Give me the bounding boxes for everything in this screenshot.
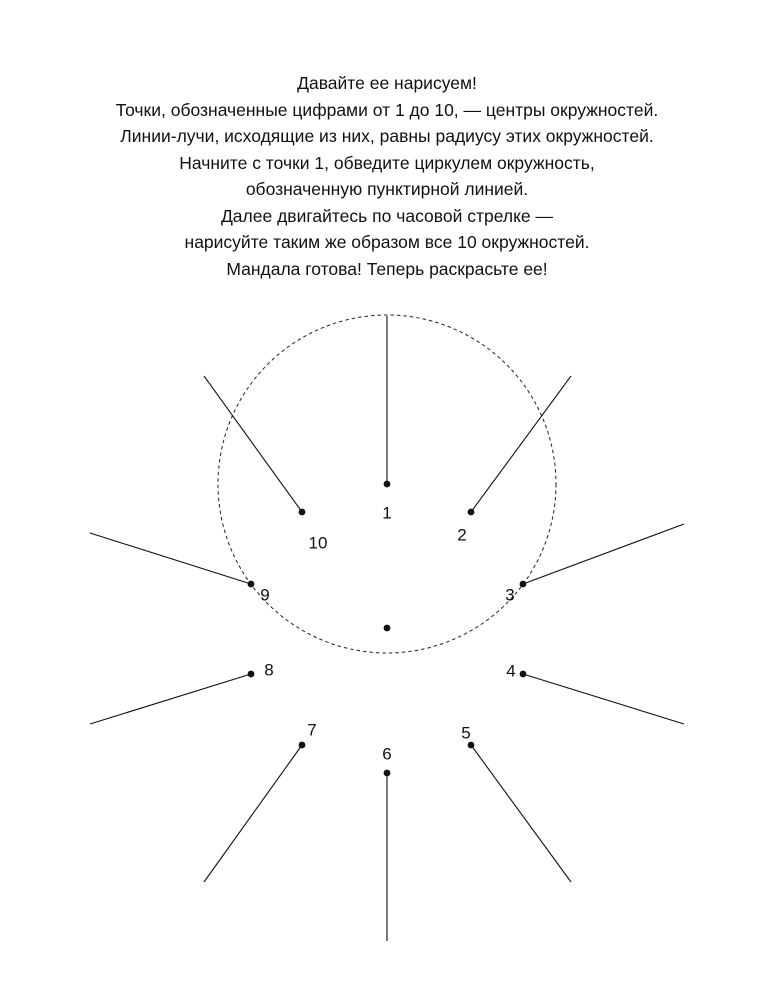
instruction-line: Линии-лучи, исходящие из них, равны радиусу этих окружностей. xyxy=(120,126,654,146)
center-point-10 xyxy=(299,509,306,516)
instruction-line: Начните с точки 1, обведите циркулем окружность, xyxy=(179,152,595,173)
instruction-line: нарисуйте таким же образом все 10 окружностей. xyxy=(184,232,590,252)
center-point-9 xyxy=(248,581,255,588)
instruction-line: обозначенную пунктирной линией. xyxy=(245,179,529,199)
point-label-3: 3 xyxy=(505,585,515,605)
point-label-7: 7 xyxy=(307,720,317,740)
point-label-1: 1 xyxy=(382,503,392,523)
center-point-6 xyxy=(384,770,391,777)
ray-line-8 xyxy=(90,674,251,724)
center-point-5 xyxy=(468,742,475,749)
center-point-1 xyxy=(384,481,391,488)
instruction-line: Далее двигайтесь по часовой стрелке — xyxy=(220,205,554,226)
point-label-5: 5 xyxy=(461,723,471,743)
instruction-line: Точки, обозначенные цифрами от 1 до 10, — центры окружностей. xyxy=(115,99,659,120)
point-label-10: 10 xyxy=(308,533,328,553)
ray-line-4 xyxy=(523,674,684,724)
point-label-4: 4 xyxy=(506,661,516,681)
instruction-line: Давайте ее нарисуем! xyxy=(297,73,477,93)
ray-line-3 xyxy=(523,524,684,584)
point-label-8: 8 xyxy=(264,660,274,680)
point-label-9: 9 xyxy=(260,585,270,605)
point-label-2: 2 xyxy=(457,525,467,545)
ray-line-5 xyxy=(471,745,571,882)
center-point-4 xyxy=(520,671,527,678)
ray-line-10 xyxy=(204,376,302,512)
center-point-2 xyxy=(468,509,475,516)
ray-line-9 xyxy=(90,533,251,584)
ray-line-7 xyxy=(204,745,302,882)
point-label-6: 6 xyxy=(382,744,392,764)
center-dot xyxy=(384,625,391,632)
center-point-7 xyxy=(299,742,306,749)
center-point-8 xyxy=(248,671,255,678)
instruction-line: Мандала готова! Теперь раскрасьте ее! xyxy=(226,258,548,279)
center-point-3 xyxy=(520,581,527,588)
